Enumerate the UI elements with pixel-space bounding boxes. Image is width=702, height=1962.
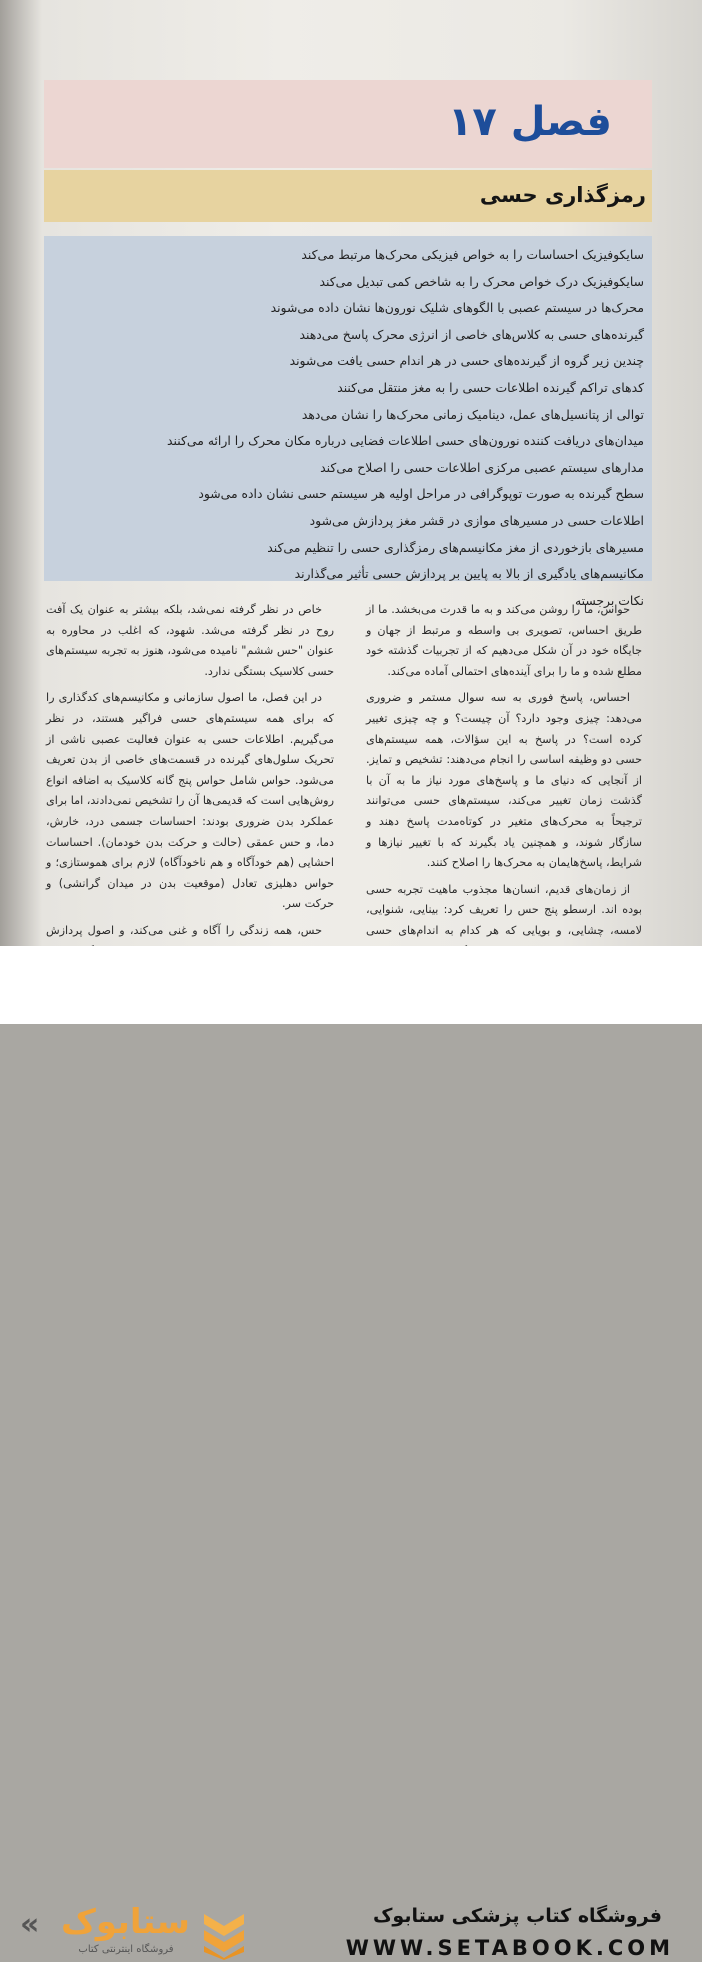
outline-item: سایکوفیزیک درک خواص محرک را به شاخص کمی تبدیل می‌کند xyxy=(319,273,644,289)
outline-item: میدان‌های دریافت کننده نورون‌های حسی اطلاعات فضایی درباره مکان محرک را ارائه می‌کنند xyxy=(167,433,644,449)
chapter-title: فصل ۱۷ xyxy=(447,99,612,145)
body-column-right xyxy=(366,600,642,989)
body-column-left xyxy=(46,600,334,989)
chapter-outline-list xyxy=(84,242,644,614)
store-logo-tagline: فروشگاه اینترنتی کتاب xyxy=(78,1944,174,1955)
outline-item: کدهای تراکم گیرنده اطلاعات حسی را به مغز منتقل می‌کنند xyxy=(337,379,644,395)
store-logo-name: ستابوک xyxy=(61,1902,190,1942)
outline-item: سایکوفیزیک احساسات را به خواص فیزیکی محرک‌ها مرتبط می‌کند xyxy=(301,247,644,262)
outline-item: چندین زیر گروه از گیرنده‌های حسی در هر اندام حسی یافت می‌شوند xyxy=(289,353,644,369)
outline-item: اطلاعات حسی در مسیرهای موازی در قشر مغز پردازش می‌شود xyxy=(309,512,644,528)
logo-arrows-icon: « xyxy=(20,1907,40,1942)
outline-item: مدارهای سیستم عصبی مرکزی اطلاعات حسی را اصلاح می‌کند xyxy=(320,459,644,475)
outline-item: سطح گیرنده به صورت توپوگرافی در مراحل اولیه هر سیستم حسی نشان داده می‌شود xyxy=(198,486,644,502)
body-paragraph: حواس، ما را روشن می‌کند و به ما قدرت می‌بخشد. ما از طریق احساس، تصویری بی واسطه و مرتبط از جهان و جایگاه خود در آن شکل می‌دهیم که از تجربیات گذشته خود مطلع شده و ما را برای آینده‌های احتمالی آماده می‌کند. xyxy=(366,603,642,678)
outline-item: محرک‌ها در سیستم عصبی با الگوهای شلیک نورون‌ها نشان داده می‌شوند xyxy=(270,300,644,316)
outline-item: نکات برجسته xyxy=(574,592,644,608)
outline-item: مسیرهای بازخوردی از مغز مکانیسم‌های رمزگذاری حسی را تنظیم می‌کند xyxy=(267,539,644,555)
body-paragraph: در این فصل، ما اصول سازمانی و مکانیسم‌های کدگذاری را که برای همه سیستم‌های حسی فراگیر هستند، در نظر می‌گیریم. اطلاعات حسی به عنوان فعالیت عصبی ناشی از تحریک سلول‌های گیرنده در قسمت‌های خاصی از بدن تعریف می‌شود. حواس شامل حواس پنج گانه کلاسیک به اضافه انواع روش‌هایی است که قدیمی‌ها آن را تشخیص نمی‌دادند، اما برای عملکرد بدن ضروری بودند: احساسات جسمی درد، خارش، دما، و حس عمقی (حالت و حرکت بدن خودمان). احساسات احشایی (هم خودآگاه و هم ناخودآگاه) لازم برای هموستازی؛ و حواس دهلیزی تعادل (موقعیت بدن در میدان گرانشی) و حرکت سر. xyxy=(46,691,334,911)
outline-item: مکانیسم‌های یادگیری از بالا به پایین بر پردازش حسی تأثیر می‌گذارند xyxy=(294,566,644,582)
body-paragraph: از زمان‌های قدیم، انسان‌ها مجذوب ماهیت تجربه حسی بوده اند. ارسطو پنج حس را تعریف کرد: بینایی، شنوایی، لامسه، چشایی، و بویایی که هر کدام به اندام‌های حسی xyxy=(366,882,642,937)
body-paragraph: خاص در نظر گرفته نمی‌شد، بلکه بیشتر به عنوان یک آفت روح در نظر گرفته می‌شد. شهود، که اغلب در محاوره به عنوان "حس ششم" نامیده می‌شود، هنوز به تجربه سیستم‌های حسی کلاسیک بستگی ندارد. xyxy=(46,603,334,678)
store-name: فروشگاه کتاب پزشکی ستابوک xyxy=(372,1905,662,1927)
chevron-logo-icon xyxy=(200,1908,248,1960)
body-paragraph: حس، همه زندگی را آگاه و غنی می‌کند، و اصول پردازش xyxy=(46,923,322,937)
body-paragraph: احساس، پاسخ فوری به سه سوال مستمر و ضروری می‌دهد: چیزی وجود دارد؟ آن چیست؟ و چه چیزی تغییر کرده است؟ در پاسخ به این سؤالات، همه سیستم‌های حسی دو وظیفه اساسی را انجام می‌دهند: تشخیص و تمایز. از آنجایی که دنیای ما و پاسخ‌های مورد نیاز ما به آن با گذشت زمان تغییر می‌کند، سیستم‌های حسی می‌توانند ترجیحاً به محرک‌های متغیر در کوتاه‌مدت پاسخ دهند و سازگار شوند، و همچنین یاد بگیرند که با تغییر نیازها و شرایط، پاسخ‌هایمان به محرک‌ها را اصلاح کنند. xyxy=(366,691,642,870)
chapter-subtitle: رمزگذاری حسی xyxy=(479,183,646,207)
outline-item: توالی از پتانسیل‌های عمل، دینامیک زمانی محرک‌ها را نشان می‌دهد xyxy=(301,406,644,422)
store-url: WWW.SETABOOK.COM xyxy=(345,1936,674,1960)
chapter-header-band xyxy=(44,80,652,168)
outline-item: گیرنده‌های حسی به کلاس‌های خاصی از انرژی محرک پاسخ می‌دهند xyxy=(299,326,644,342)
book-page xyxy=(0,0,702,946)
chapter-subtitle-band xyxy=(44,170,652,222)
store-watermark-footer xyxy=(0,946,702,1960)
